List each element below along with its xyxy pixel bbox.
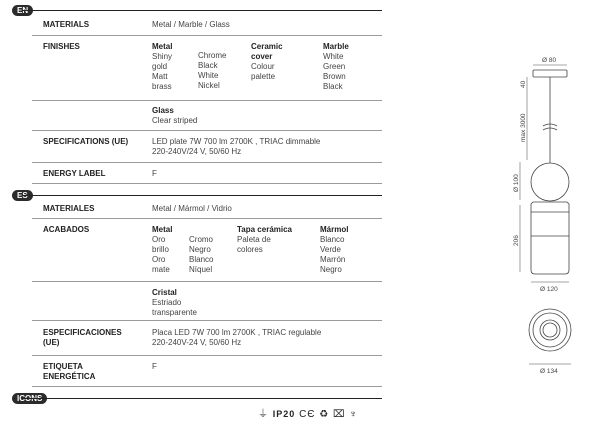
dim-d100: Ø 100 xyxy=(513,174,520,192)
bottom-view-outer xyxy=(529,309,571,351)
sphere-shape xyxy=(531,163,569,201)
dim-d80: Ø 80 xyxy=(542,57,557,64)
especificaciones-line-1: Placa LED 7W 700 lm 2700K , TRIAC regulable xyxy=(152,328,322,337)
dim-d120: Ø 120 xyxy=(540,286,558,293)
finish-chrome-col: Chrome Black White Nickel xyxy=(198,51,227,90)
acabado-cristal-col: Cristal Estriado transparente xyxy=(152,288,197,317)
acabados-label: ACABADOS xyxy=(43,225,90,234)
dim-max3000: max 3000 xyxy=(520,113,527,142)
etiqueta-label: ETIQUETA ENERGÉTICA xyxy=(43,362,96,381)
section-tag-icons: ICONS xyxy=(12,393,47,404)
dim-d134: Ø 134 xyxy=(540,368,558,375)
lamp-outline xyxy=(520,65,571,364)
materials-label: MATERIALS xyxy=(43,20,90,29)
dim-40: 40 xyxy=(520,80,527,88)
materials-value: Metal / Marble / Glass xyxy=(152,20,230,29)
recycle-icon: ♻ xyxy=(319,409,330,420)
dim-206: 206 xyxy=(513,235,520,246)
ce-icon: CЄ xyxy=(299,409,316,420)
acabado-marmol-col: Mármol Blanco Verde Marrón Negro xyxy=(320,225,349,274)
finishes-label: FINISHES xyxy=(43,42,80,51)
acabado-ceramica-col: Tapa cerámica Paleta de colores xyxy=(237,225,292,254)
materiales-label: MATERIALES xyxy=(43,204,95,213)
acabado-cromo-col: Cromo Negro Blanco Níquel xyxy=(189,235,214,274)
section-tag-en: EN xyxy=(12,5,33,16)
finish-metal-col: Metal Shiny gold Matt brass xyxy=(152,42,173,91)
energy-value: F xyxy=(152,169,157,178)
no-trash-icon: ⌧ xyxy=(333,409,346,420)
spec-line-1: LED plate 7W 700 lm 2700K , TRIAC dimmable xyxy=(152,137,321,146)
finish-ceramic-col: Ceramic cover Colour palette xyxy=(251,42,283,81)
bulb-icon: ♆ xyxy=(349,409,358,420)
finish-glass-col: Glass Clear striped xyxy=(152,106,198,125)
energy-label: ENERGY LABEL xyxy=(43,169,106,178)
shade-shape xyxy=(531,202,569,274)
section-tag-es: ES xyxy=(12,190,33,201)
earth-icon: ⏚ xyxy=(258,409,269,420)
materiales-value: Metal / Mármol / Vidrio xyxy=(152,204,232,213)
finish-marble-col: Marble White Green Brown Black xyxy=(323,42,349,91)
canopy-shape xyxy=(533,70,567,77)
ip-rating: IP20 xyxy=(272,409,296,419)
spec-line-2: 220-240V/24 V, 50/60 Hz xyxy=(152,147,242,156)
especificaciones-label: ESPECIFICACIONES (UE) xyxy=(43,328,122,347)
spec-label: SPECIFICATIONS (UE) xyxy=(43,137,129,146)
especificaciones-line-2: 220-240V-24 V, 50/60 Hz xyxy=(152,338,242,347)
acabado-metal-col: Metal Oro brillo Oro mate xyxy=(152,225,173,274)
etiqueta-value: F xyxy=(152,362,157,371)
